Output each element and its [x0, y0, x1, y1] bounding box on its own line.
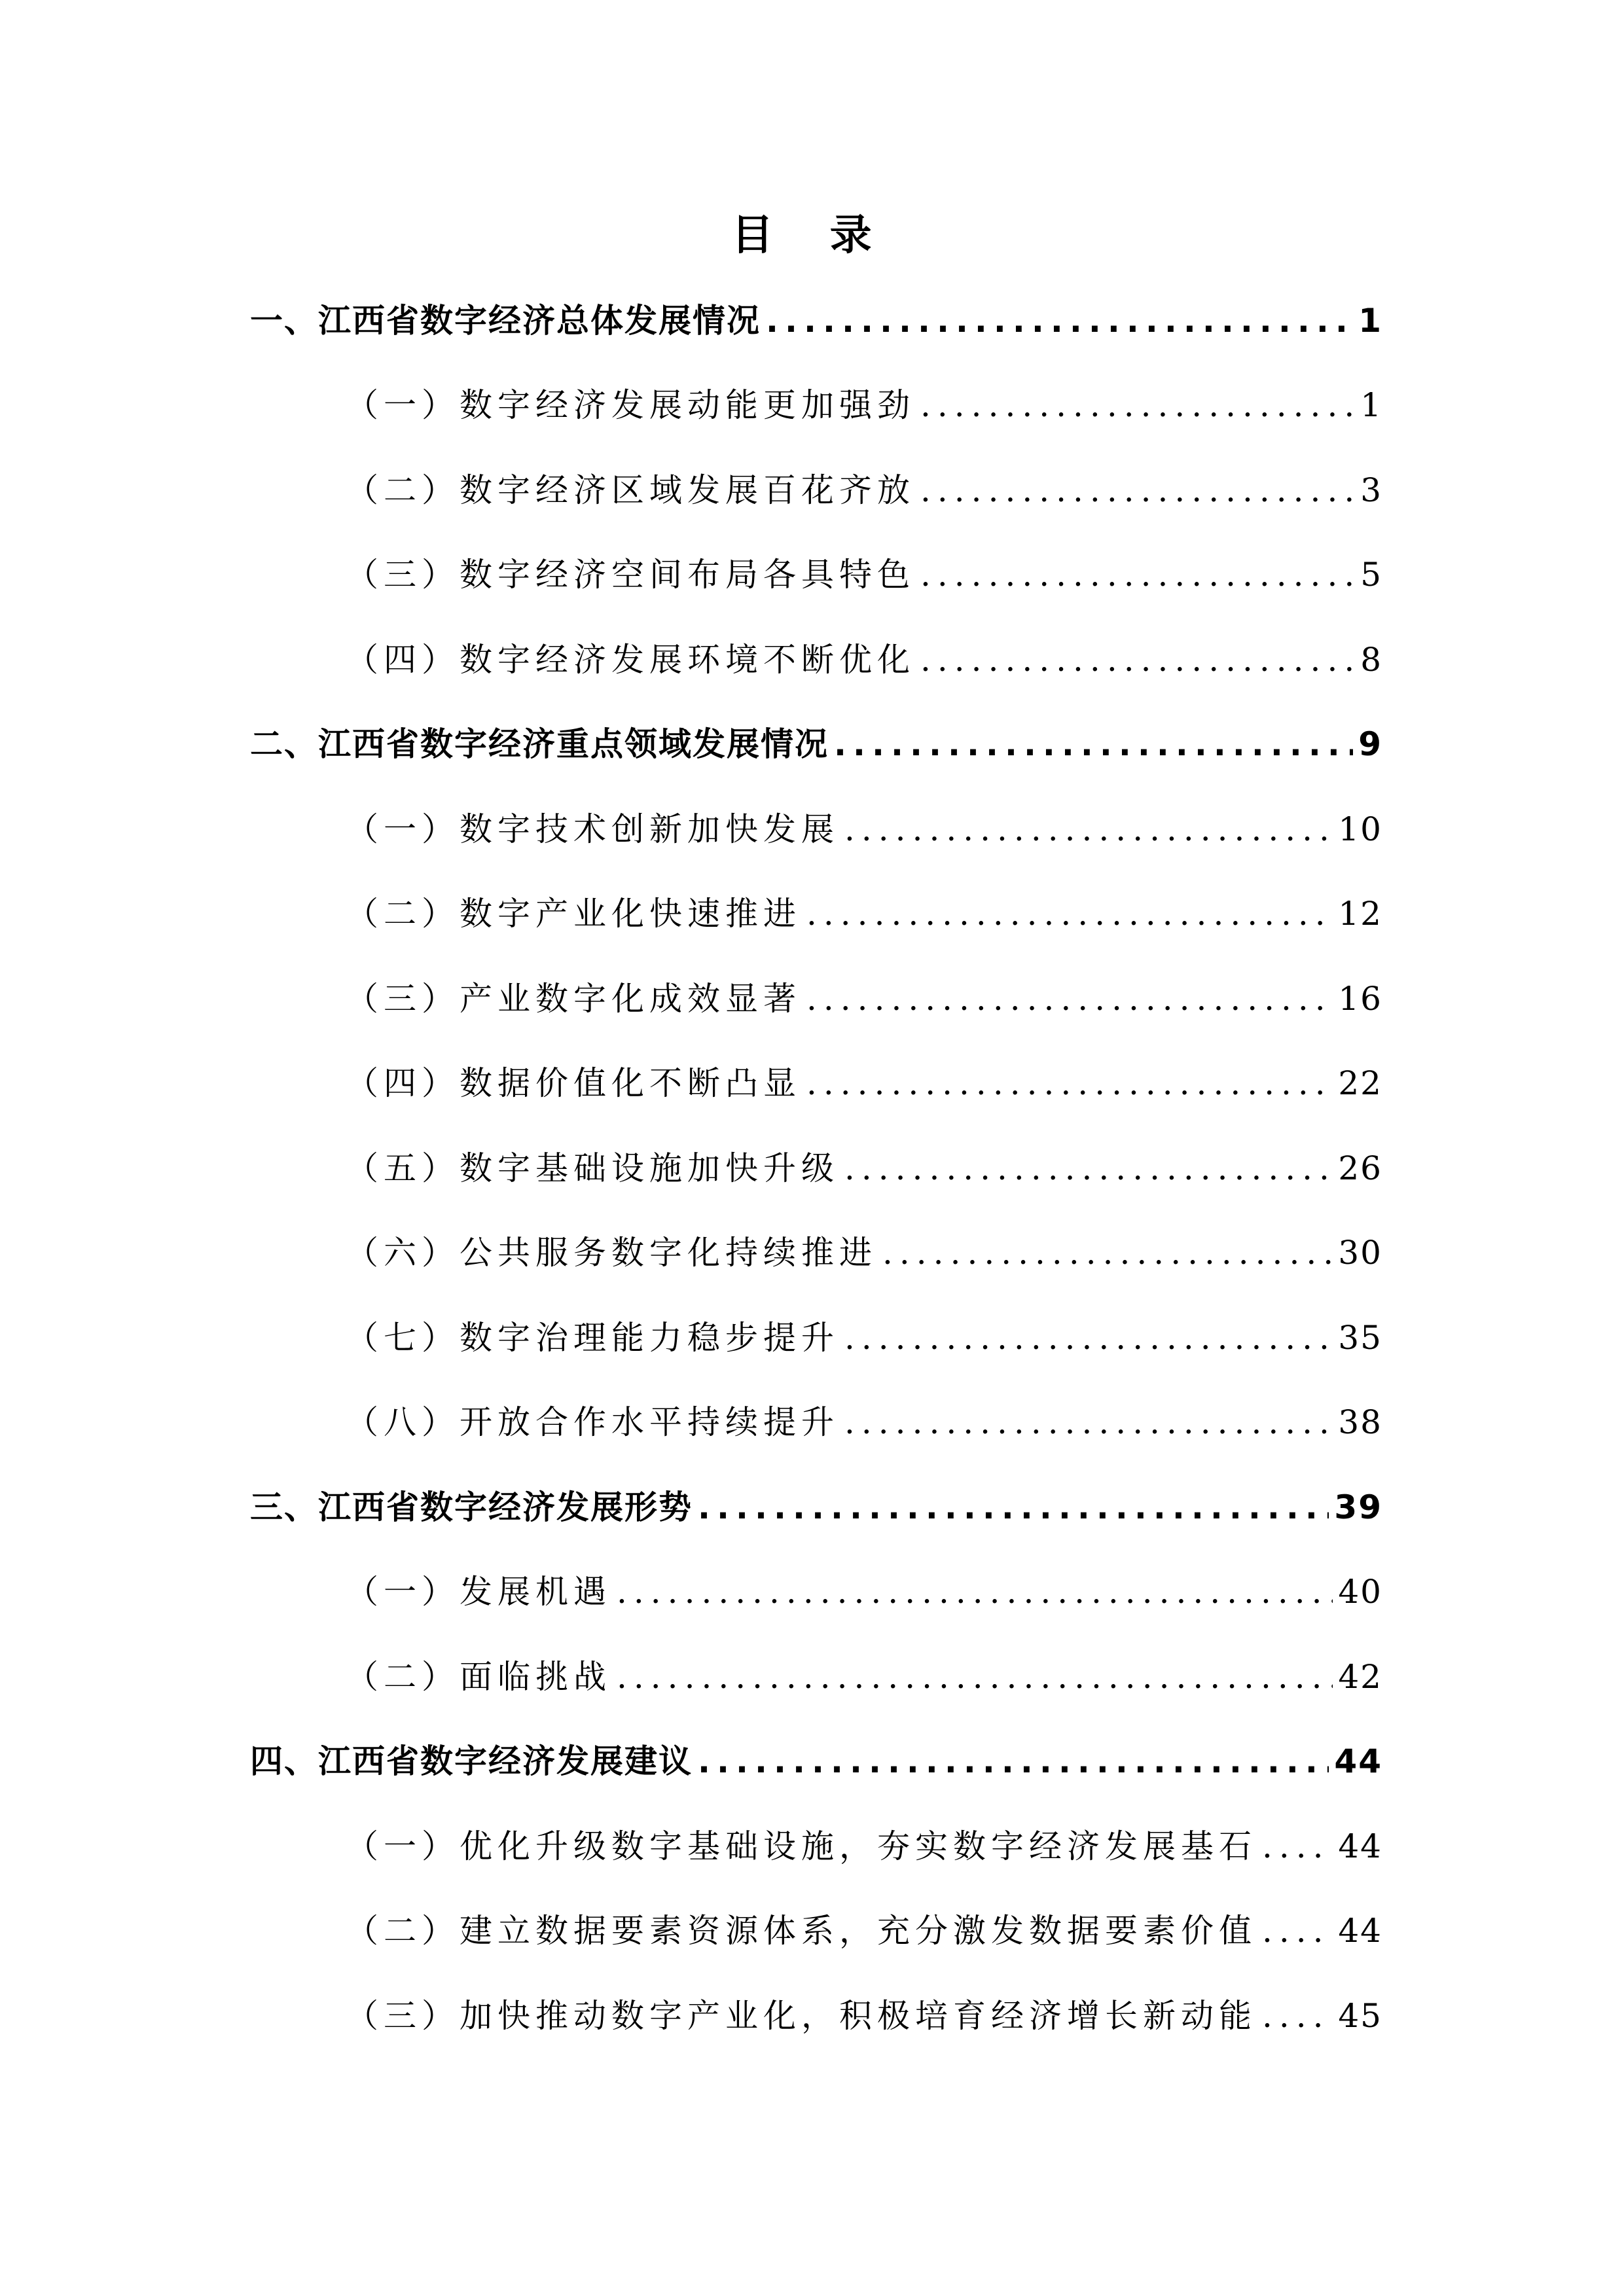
toc-entry-text: （六）公共服务数字化持续推进	[346, 1234, 877, 1272]
page-title: 目 录	[731, 211, 893, 260]
toc-leader-dots	[1262, 1907, 1333, 1954]
toc-entry-page: 44	[1338, 1827, 1382, 1865]
toc-entry	[346, 1393, 1382, 1446]
toc-entry	[346, 461, 1382, 514]
toc-entry-text: （三）产业数字化成效显著	[346, 980, 801, 1018]
toc-entry-text: （二）建立数据要素资源体系，充分激发数据要素价值	[346, 1912, 1257, 1950]
toc-leader-dots	[698, 1738, 1329, 1785]
toc-entry	[346, 885, 1382, 937]
toc-entry-page: 30	[1338, 1234, 1382, 1272]
toc-entry-page: 38	[1338, 1403, 1382, 1441]
toc-entry-text: （二）数字经济区域发展百花齐放	[346, 471, 915, 509]
toc-entry-page: 44	[1338, 1912, 1382, 1950]
toc-leader-dots	[698, 1484, 1329, 1531]
toc-entry-page: 45	[1338, 1997, 1382, 2035]
toc-entry-page: 35	[1338, 1319, 1382, 1357]
toc-leader-dots	[844, 1399, 1333, 1446]
toc-entry-text: 一、江西省数字经济总体发展情况	[250, 302, 761, 340]
toc-leader-dots	[920, 636, 1355, 683]
toc-leader-dots	[844, 1145, 1333, 1192]
toc-entry	[346, 1139, 1382, 1192]
toc-entry	[346, 1648, 1382, 1700]
toc-entry-page: 5	[1360, 556, 1382, 594]
toc-entry	[346, 631, 1382, 683]
toc-entry-text: 四、江西省数字经济发展建议	[250, 1742, 693, 1780]
toc-entry-text: （四）数据价值化不断凸显	[346, 1064, 801, 1102]
toc-entry-page: 40	[1338, 1573, 1382, 1611]
toc-entry	[346, 1224, 1382, 1276]
toc-leader-dots	[834, 721, 1353, 768]
toc-entry-text: （一）数字技术创新加快发展	[346, 810, 839, 848]
toc-entry	[346, 1818, 1382, 1870]
toc-entry-text: 三、江西省数字经济发展形势	[250, 1488, 693, 1526]
toc-entry-text: 二、江西省数字经济重点领域发展情况	[250, 725, 829, 763]
toc-entry	[346, 546, 1382, 598]
toc-entry-page: 12	[1338, 895, 1382, 933]
toc-entry-text: （一）发展机遇	[346, 1573, 611, 1611]
toc-entry-text: （七）数字治理能力稳步提升	[346, 1319, 839, 1357]
toc-entry	[346, 1902, 1382, 1954]
toc-entry-page: 1	[1358, 302, 1382, 340]
toc-entry-page: 26	[1338, 1149, 1382, 1187]
toc-leader-dots	[1262, 1992, 1333, 2039]
toc-entry-text: （四）数字经济发展环境不断优化	[346, 641, 915, 679]
toc-leader-dots	[617, 1568, 1333, 1615]
toc-leader-dots	[920, 382, 1355, 429]
toc-entry-text: （一）数字经济发展动能更加强劲	[346, 386, 915, 424]
toc-leader-dots	[844, 1314, 1333, 1361]
toc-leader-dots	[920, 467, 1355, 514]
toc-entry-page: 22	[1338, 1064, 1382, 1102]
toc-entry-page: 44	[1334, 1742, 1382, 1780]
toc-entry	[346, 1987, 1382, 2039]
toc-leader-dots	[617, 1653, 1333, 1700]
toc-entry-text: （一）优化升级数字基础设施，夯实数字经济发展基石	[346, 1827, 1257, 1865]
toc-entry	[346, 970, 1382, 1022]
toc-entry-text: （五）数字基础设施加快升级	[346, 1149, 839, 1187]
toc-entry-page: 39	[1334, 1488, 1382, 1526]
toc-entry	[346, 1309, 1382, 1361]
toc-entry-text: （三）加快推动数字产业化，积极培育经济增长新动能	[346, 1997, 1257, 2035]
toc-entry	[250, 715, 1382, 768]
toc-entry-page: 42	[1338, 1658, 1382, 1696]
toc-entry-page: 1	[1360, 386, 1382, 424]
toc-entry	[250, 292, 1382, 344]
toc-entry	[250, 1732, 1382, 1785]
toc-entry-page: 9	[1358, 725, 1382, 763]
toc-leader-dots	[844, 806, 1333, 853]
toc-entry-text: （二）面临挑战	[346, 1658, 611, 1696]
toc-leader-dots	[882, 1229, 1333, 1276]
toc-entry-page: 8	[1360, 641, 1382, 679]
toc-entry	[346, 1563, 1382, 1615]
toc-entry	[346, 800, 1382, 853]
toc-leader-dots	[806, 890, 1333, 937]
toc-entry-page: 10	[1338, 810, 1382, 848]
toc-leader-dots	[1262, 1823, 1333, 1870]
toc-leader-dots	[766, 297, 1353, 344]
toc-entry-text: （八）开放合作水平持续提升	[346, 1403, 839, 1441]
toc-entry-page: 16	[1338, 980, 1382, 1018]
toc-entry-page: 3	[1360, 471, 1382, 509]
toc-leader-dots	[806, 1060, 1333, 1107]
toc-entry-text: （二）数字产业化快速推进	[346, 895, 801, 933]
toc-entry-text: （三）数字经济空间布局各具特色	[346, 556, 915, 594]
toc-entry	[346, 1054, 1382, 1107]
toc-entry	[250, 1479, 1382, 1531]
toc-leader-dots	[920, 551, 1355, 598]
toc-entry	[346, 376, 1382, 429]
toc-leader-dots	[806, 975, 1333, 1022]
